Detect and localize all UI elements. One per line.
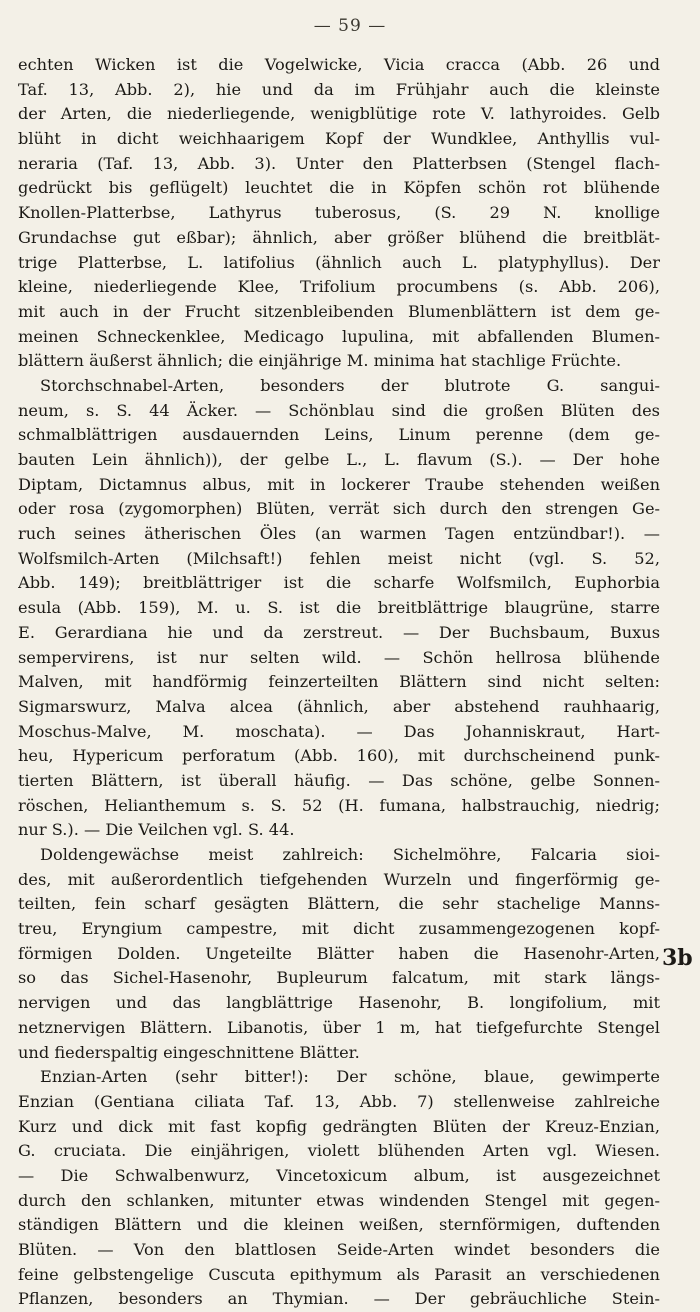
text-line: Blüten. — Von den blattlosen Seide-Arten windet besonders die <box>18 1240 660 1259</box>
text-line: Doldengewächse meist zahlreich: Sichelmöhre, Falcaria sioi- <box>40 845 660 864</box>
text-line: netznervigen Blättern. Libanotis, über 1 m, hat tiefgefurchte Stengel <box>18 1017 660 1037</box>
text-line: G. cruciata. Die einjährigen, violett blühenden Arten vgl. Wiesen. <box>18 1141 660 1161</box>
text-line: bauten Lein ähnlich)), der gelbe L., L. flavum (S.). — Der hohe <box>18 450 660 469</box>
text-line: feine gelbstengelige Cuscuta epithymum als Parasit an verschiedenen <box>18 1264 660 1284</box>
text-line: röschen, Helianthemum s. S. 52 (H. fumana, halbstrauchig, niedrig; <box>18 795 660 815</box>
text-line: heu, Hypericum perforatum (Abb. 160), mit durchscheinend punk- <box>18 746 660 766</box>
text-line: E. Gerardiana hie und da zerstreut. — Der Buchsbaum, Buxus <box>18 622 660 642</box>
text-line: ruch seines ätherischen Öles (an warmen Tagen entzündbar!). — <box>18 524 660 544</box>
text-line: tierten Blättern, ist überall häufig. — Das schöne, gelbe Sonnen- <box>18 770 660 790</box>
text-line: gedrückt bis geflügelt) leuchtet die in Köpfen schön rot blühende <box>18 178 660 198</box>
text-line: Diptam, Dictamnus albus, mit in lockerer Traube stehenden weißen <box>18 474 660 494</box>
text-line: echten Wicken ist die Vogelwicke, Vicia cracca (Abb. 26 und <box>18 55 660 74</box>
text-line: Pflanzen, besonders an Thymian. — Der gebräuchliche Stein- <box>18 1289 660 1309</box>
text-line: Storchschnabel-Arten, besonders der blutrote G. sangui- <box>40 375 660 395</box>
margin-mark: 3b <box>662 945 693 971</box>
text-line: Kurz und dick mit fast kopfig gedrängten Blüten der Kreuz-Enzian, <box>18 1116 660 1136</box>
text-line: kleine, niederliegende Klee, Trifolium procumbens (s. Abb. 206), <box>18 277 660 297</box>
text-line: neraria (Taf. 13, Abb. 3). Unter den Platterbsen (Stengel flach- <box>18 153 660 173</box>
text-line: schmalblättrigen ausdauernden Leins, Linum perenne (dem ge- <box>18 425 660 445</box>
text-line: Taf. 13, Abb. 2), hie und da im Frühjahr auch die kleinste <box>18 79 660 99</box>
page-number: — 59 — <box>313 16 387 36</box>
text-line: trige Platterbse, L. latifolius (ähnlich auch L. platyphyllus). Der <box>18 252 660 272</box>
text-line: blüht in dicht weichhaarigem Kopf der Wundklee, Anthyllis vul- <box>18 129 660 149</box>
text-line: so das Sichel-Hasenohr, Bupleurum falcatum, mit stark längs- <box>18 968 660 988</box>
text-line: durch den schlanken, mitunter etwas windenden Stengel mit gegen- <box>18 1190 660 1210</box>
text-line: Grundachse gut eßbar); ähnlich, aber größer blühend die breitblät- <box>18 227 660 247</box>
text-line: Knollen-Platterbse, Lathyrus tuberosus, (S. 29 N. knollige <box>18 203 660 223</box>
text-line: des, mit außerordentlich tiefgehenden Wurzeln und fingerförmig ge- <box>18 869 660 889</box>
text-line: — Die Schwalbenwurz, Vincetoxicum album, ist ausgezeichnet <box>18 1165 660 1185</box>
text-line: mit auch in der Frucht sitzenbleibenden Blumenblättern ist dem ge- <box>18 301 660 321</box>
text-line: Sigmarswurz, Malva alcea (ähnlich, aber abstehend rauhhaarig, <box>18 696 660 716</box>
text-line: oder rosa (zygomorphen) Blüten, verrät sich durch den strengen Ge- <box>18 499 660 519</box>
text-line: Enzian-Arten (sehr bitter!): Der schöne, blaue, gewimperte <box>40 1067 660 1087</box>
text-line: Wolfsmilch-Arten (Milchsaft!) fehlen meist nicht (vgl. S. 52, <box>18 548 660 568</box>
text-line: förmigen Dolden. Ungeteilte Blätter haben die Hasenohr-Arten, <box>18 943 660 963</box>
text-line: Moschus-Malve, M. moschata). — Das Johanniskraut, Hart- <box>18 721 660 741</box>
text-line: ständigen Blättern und die kleinen weißen, sternförmigen, duftenden <box>18 1215 660 1235</box>
text-line: Abb. 149); breitblättriger ist die scharfe Wolfsmilch, Euphorbia <box>18 573 660 593</box>
text-line: Enzian (Gentiana ciliata Taf. 13, Abb. 7) stellenweise zahlreiche <box>18 1091 660 1111</box>
body-text <box>18 53 660 1312</box>
text-line: neum, s. S. 44 Äcker. — Schönblau sind die großen Blüten des <box>18 400 660 420</box>
text-line: esula (Abb. 159), M. u. S. ist die breitblättrige blaugrüne, starre <box>18 598 660 618</box>
text-line: und fiederspaltig eingeschnittene Blätter. <box>18 1042 360 1062</box>
text-line: treu, Eryngium campestre, mit dicht zusammengezogenen kopf- <box>18 919 660 939</box>
text-line: der Arten, die niederliegende, wenigblütige rote V. lathyroides. Gelb <box>18 104 660 124</box>
text-line: meinen Schneckenklee, Medicago lupulina, mit abfallenden Blumen- <box>18 326 660 346</box>
text-line: blättern äußerst ähnlich; die einjährige M. minima hat stachlige Früchte. <box>18 351 622 371</box>
text-line: nur S.). — Die Veilchen vgl. S. 44. <box>18 820 295 840</box>
text-line: nervigen und das langblättrige Hasenohr, B. longifolium, mit <box>18 993 660 1013</box>
text-line: Malven, mit handförmig feinzerteilten Blättern sind nicht selten: <box>18 672 660 692</box>
text-line: teilten, fein scharf gesägten Blättern, die sehr stachelige Manns- <box>18 894 660 914</box>
text-line: sempervirens, ist nur selten wild. — Schön hellrosa blühende <box>18 647 660 667</box>
